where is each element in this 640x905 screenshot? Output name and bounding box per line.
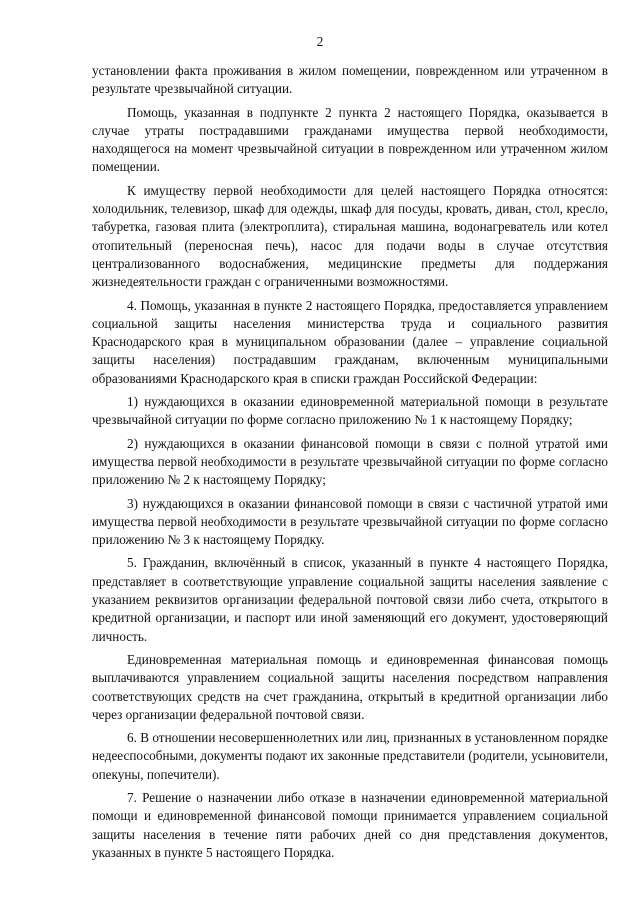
- paragraph: К имуществу первой необходимости для целей настоящего Порядка относятся: холодильник, телевизор, шкаф для одежды, шкаф для посуды, кровать, диван, стол, кресло, табуретка, газовая плита (электроплита), стиральная машина, водонагреватель или котел отопительный (переносная печь), насос для подачи воды в случае отсутствия централизованного водоснабжения, медицинские предметы для поддержания жизнедеятельности граждан с ограниченными возможностями.: [92, 182, 608, 290]
- paragraph-subitem-1: 1) нуждающихся в оказании единовременной материальной помощи в результате чрезвычайной ситуации по форме согласно приложению № 1 к настоящему Порядку;: [92, 394, 608, 428]
- paragraph: Единовременная материальная помощь и единовременная финансовая помощь выплачиваются управлением социальной защиты населения посредством направления соответствующих средств на счет гражданина, открытый в кредитной организации либо через организации федеральной почтовой связи.: [92, 651, 608, 722]
- paragraph-subitem-3: 3) нуждающихся в оказании финансовой помощи в связи с частичной утратой ими имущества первой необходимости в результате чрезвычайной ситуации по форме согласно приложению № 3 к настоящему Порядку.: [92, 495, 608, 548]
- document-body: [92, 62, 608, 867]
- paragraph-subitem-2: 2) нуждающихся в оказании финансовой помощи в связи с полной утратой ими имущества первой необходимости в результате чрезвычайной ситуации по форме согласно приложению № 2 к настоящему Порядку;: [92, 435, 608, 488]
- paragraph-item-6: 6. В отношении несовершеннолетних или лиц, признанных в установленном порядке недееспособными, документы подают их законные представители (родители, усыновители, опекуны, попечители).: [92, 730, 608, 782]
- page-number: 2: [316, 34, 324, 49]
- paragraph-item-4: 4. Помощь, указанная в пункте 2 настоящего Порядка, предоставляется управлением социальной защиты населения министерства труда и социального развития Краснодарского края в муниципальном образовании (далее – управление социальной защиты населения) пострадавшим гражданам, включенным муниципальными образованиями Краснодарского края в списки граждан Российской Федерации:: [92, 297, 608, 386]
- paragraph-item-7: 7. Решение о назначении либо отказе в назначении единовременной материальной помощи и единовременной финансовой помощи принимается управлением социальной защиты населения в течение пяти рабочих дней со дня представления документов, указанных в пункте 5 настоящего Порядка.: [92, 789, 608, 860]
- paragraph: Помощь, указанная в подпункте 2 пункта 2 настоящего Порядка, оказывается в случае утраты пострадавшими гражданами имущества первой необходимости, находящегося на момент чрезвычайной ситуации в поврежденном или утраченном жилом помещении.: [92, 104, 608, 175]
- paragraph-continuation: установлении факта проживания в жилом помещении, поврежденном или утраченном в результате чрезвычайной ситуации.: [92, 63, 608, 97]
- paragraph-item-5: 5. Гражданин, включённый в список, указанный в пункте 4 настоящего Порядка, представляет в соответствующие управление социальной защиты населения заявление с указанием реквизитов организации федеральной почтовой связи либо счета, открытого в кредитной организации, и паспорт или иной заменяющий его документ, удостоверяющий личность.: [92, 555, 608, 644]
